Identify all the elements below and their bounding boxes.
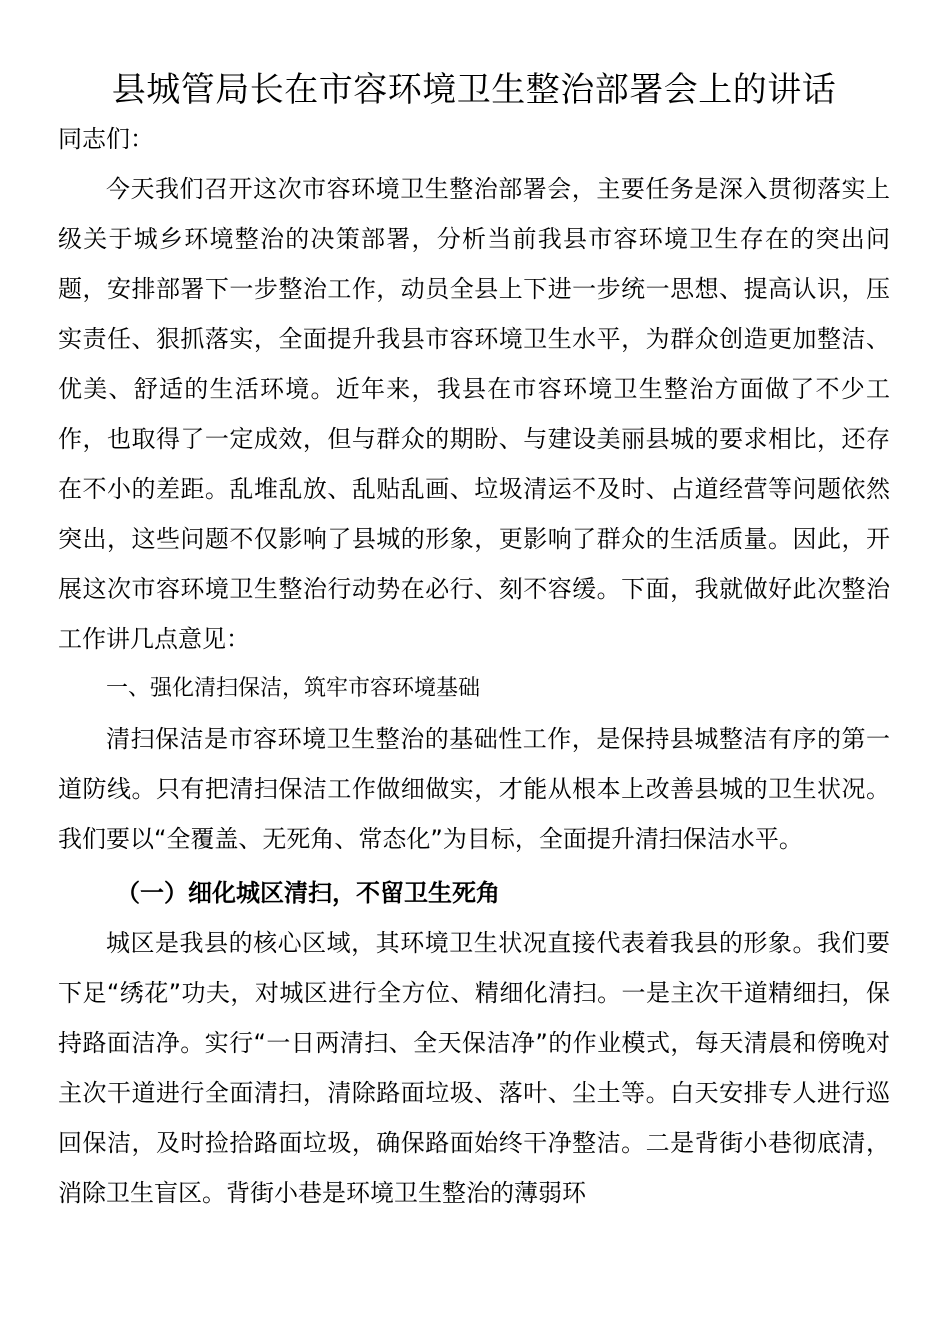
section-heading-1: 一、强化清扫保洁，筑牢市容环境基础: [106, 676, 481, 701]
subsection-heading-1: （一）细化城区清扫，不留卫生死角: [116, 879, 500, 907]
paragraph-intro: 今天我们召开这次市容环境卫生整治部署会，主要任务是深入贯彻落实上级关于城乡环境整治的决策部署，分析当前我县市容环境卫生存在的突出问题，安排部署下一步整治工作，动员全县上下进一步统一思想、提高认识，压实责任、狠抓落实，全面提升我县市容环境卫生水平，为群众创造更加整洁、优美、舒适的生活环境。近年来，我县在市容环境卫生整治方面做了不少工作，也取得了一定成效，但与群众的期盼、与建设美丽县城的要求相比，还存在不小的差距。乱堆乱放、乱贴乱画、垃圾清运不及时、占道经营等问题依然突出，这些问题不仅影响了县城的形象，更影响了群众的生活质量。因此，开展这次市容环境卫生整治行动势在必行、刻不容缓。下面，我就做好此次整治工作讲几点意见：: [58, 175, 890, 653]
salutation: 同志们：: [58, 125, 154, 153]
paragraph-urban-cleaning: 城区是我县的核心区域，其环境卫生状况直接代表着我县的形象。我们要下足“绣花”功夫，对城区进行全方位、精细化清扫。一是主次干道精细扫，保持路面洁净。实行“一日两清扫、全天保洁净”的作业模式，每天清晨和傍晚对主次干道进行全面清扫，清除路面垃圾、落叶、尘土等。白天安排专人进行巡回保洁，及时捡拾路面垃圾，确保路面始终干净整洁。二是背街小巷彻底清，消除卫生盲区。背街小巷是环境卫生整治的薄弱环: [58, 929, 890, 1207]
document-page: [58, 66, 890, 1218]
paragraph-cleaning: 清扫保洁是市容环境卫生整治的基础性工作，是保持县城整洁有序的第一道防线。只有把清扫保洁工作做细做实，才能从根本上改善县城的卫生状况。我们要以“全覆盖、无死角、常态化”为目标，全面提升清扫保洁水平。: [58, 725, 890, 853]
document-title: 县城管局长在市容环境卫生整治部署会上的讲话: [111, 70, 837, 110]
